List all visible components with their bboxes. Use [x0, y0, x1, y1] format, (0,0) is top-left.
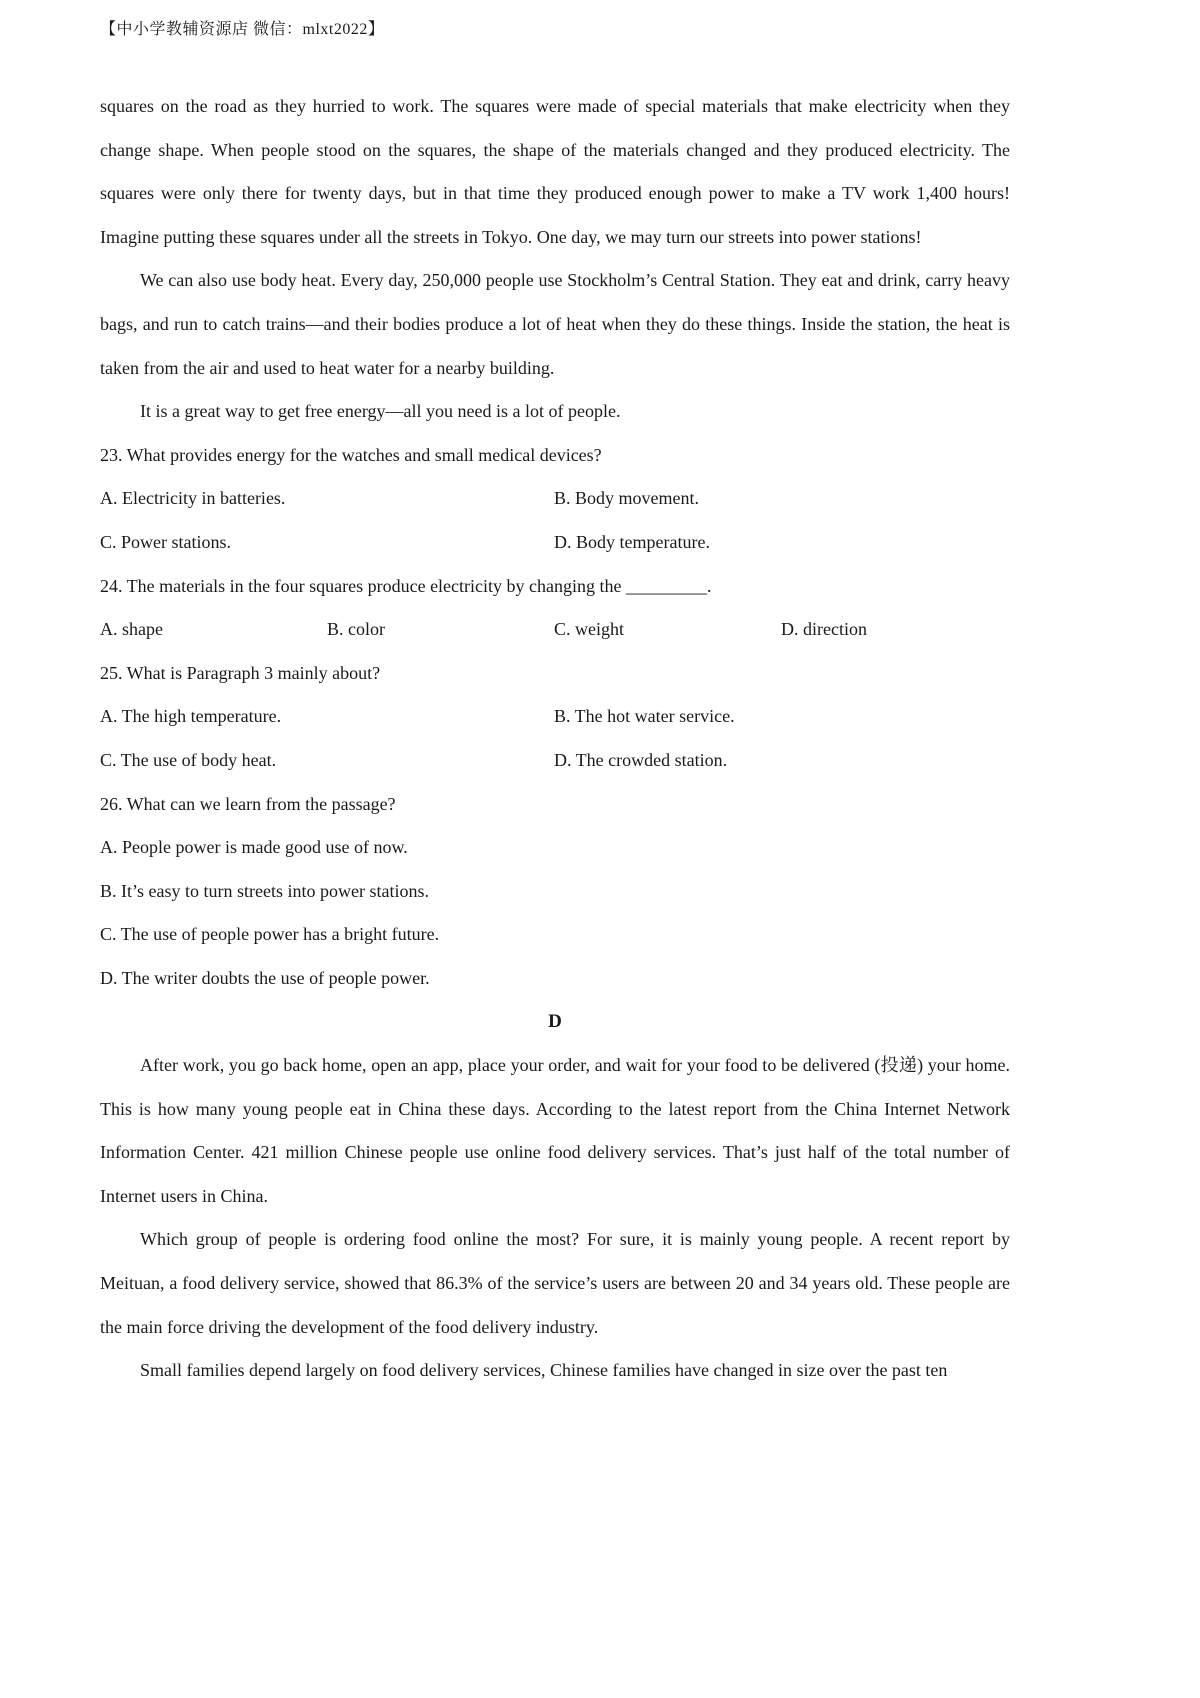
question-25-option-d: D. The crowded station. [554, 749, 728, 770]
page-header: 【中小学教辅资源店 微信：mlxt2022】 [100, 21, 385, 38]
question-25-stem: 25. What is Paragraph 3 mainly about? [100, 662, 381, 683]
question-23-option-d: D. Body temperature. [554, 531, 710, 552]
question-26-option-b: B. It’s easy to turn streets into power stations. [100, 880, 429, 901]
question-25-options [100, 695, 1010, 782]
section-d-paragraph-3: Small families depend largely on food delivery services, Chinese families have changed in size over the past ten [140, 1360, 948, 1381]
question-23-option-a: A. Electricity in batteries. [100, 488, 286, 509]
passage-c-paragraph-3: It is a great way to get free energy—all you need is a lot of people. [140, 401, 621, 422]
question-24-option-b: B. color [327, 619, 385, 640]
question-26-option-c: C. The use of people power has a bright future. [100, 924, 440, 945]
question-26-option-d: D. The writer doubts the use of people power. [100, 967, 430, 988]
question-25-option-c: C. The use of body heat. [100, 749, 277, 770]
question-25-option-a: A. The high temperature. [100, 706, 282, 727]
question-23-option-c: C. Power stations. [100, 531, 232, 552]
document-content [100, 85, 1010, 1393]
question-24-option-c: C. weight [554, 619, 624, 640]
question-26-stem: 26. What can we learn from the passage? [100, 793, 396, 814]
question-24-option-a: A. shape [100, 619, 163, 640]
question-24-options [100, 608, 1010, 652]
section-d-paragraph-2: Which group of people is ordering food online the most? For sure, it is mainly young people. A recent report by Meituan, a food delivery service, showed that 86.3% of the service’s users are between 20 and 34 years old. These people are the main force driving the development of the food delivery industry. [100, 1229, 1010, 1337]
question-26-option-a: A. People power is made good use of now. [100, 837, 408, 858]
passage-c-paragraph-2: We can also use body heat. Every day, 250,000 people use Stockholm’s Central Station. They eat and drink, carry heavy bags, and run to catch trains—and their bodies produce a lot of heat when they do these things. Inside the station, the heat is taken from the air and used to heat water for a nearby building. [100, 270, 1010, 378]
passage-c-paragraph-1: squares on the road as they hurried to work. The squares were made of special materials that make electricity when they change shape. When people stood on the squares, the shape of the materials changed and they produced electricity. The squares were only there for twenty days, but in that time they produced enough power to make a TV work 1,400 hours! Imagine putting these squares under all the streets in Tokyo. One day, we may turn our streets into power stations! [100, 96, 1010, 247]
question-24-stem: 24. The materials in the four squares produce electricity by changing the _________. [100, 575, 712, 596]
question-23-option-b: B. Body movement. [554, 488, 699, 509]
section-d-title: D [548, 1011, 562, 1033]
question-25-option-b: B. The hot water service. [554, 706, 735, 727]
section-d-paragraph-1: After work, you go back home, open an app, place your order, and wait for your food to be delivered (投递) your home. This is how many young people eat in China these days. According to the latest report from the China Internet Network Information Center. 421 million Chinese people use online food delivery services. That’s just half of the total number of Internet users in China. [100, 1055, 1010, 1206]
question-23-options [100, 477, 1010, 564]
question-23-stem: 23. What provides energy for the watches and small medical devices? [100, 444, 602, 465]
question-24-option-d: D. direction [781, 619, 867, 640]
